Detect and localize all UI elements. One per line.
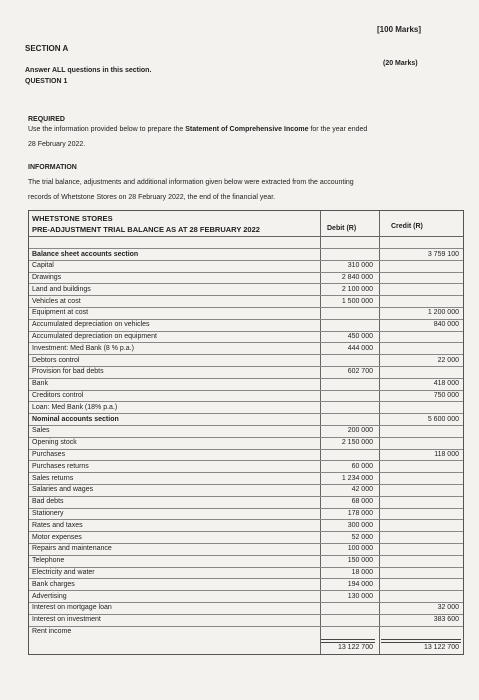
- table-row: [29, 484, 463, 496]
- table-title: PRE-ADJUSTMENT TRIAL BALANCE AS AT 28 FEBRUARY 2022: [32, 225, 260, 234]
- row-debit: 194 000: [347, 580, 373, 588]
- row-debit: 444 000: [347, 344, 373, 352]
- row-credit: 383 600: [433, 616, 459, 624]
- row-credit: 1 200 000: [427, 309, 459, 317]
- table-row: [29, 425, 463, 437]
- row-label: Debtors control: [32, 356, 80, 364]
- row-label: Sales: [32, 427, 50, 435]
- header-divider: [29, 236, 463, 237]
- row-label: Sales returns: [32, 474, 74, 482]
- row-debit: 1 234 000: [341, 474, 373, 482]
- table-row: [29, 390, 463, 402]
- table-row: [29, 555, 463, 567]
- row-credit: 32 000: [437, 604, 459, 612]
- row-label: Interest on mortgage loan: [32, 604, 112, 612]
- table-row: [29, 272, 463, 284]
- table-row: [29, 295, 463, 307]
- debit-header: Debit (R): [327, 225, 357, 232]
- table-row: [29, 413, 463, 425]
- row-label: Bank: [32, 380, 48, 388]
- row-label: Electricity and water: [32, 569, 95, 577]
- row-label: Motor expenses: [32, 533, 82, 541]
- row-label: Interest on investment: [32, 616, 101, 624]
- instruction-text: Answer ALL questions in this section.: [25, 67, 152, 74]
- table-row: [29, 319, 463, 331]
- row-label: Investment: Med Bank (8 % p.a.): [32, 344, 134, 352]
- row-debit: 68 000: [351, 498, 373, 506]
- table-row: [29, 496, 463, 508]
- table-row: [29, 614, 463, 626]
- row-label: Capital: [32, 262, 54, 270]
- row-label: Accumulated depreciation on equipment: [32, 333, 157, 341]
- credit-total-rule: [381, 639, 461, 643]
- table-row: [29, 378, 463, 390]
- row-label: Purchases returns: [32, 462, 89, 470]
- table-row: [29, 260, 463, 272]
- table-row: [29, 460, 463, 472]
- table-row: [29, 331, 463, 343]
- table-row: [29, 531, 463, 543]
- table-row: [29, 401, 463, 413]
- information-text-line2: records of Whetstone Stores on 28 February 2022, the end of the financial year.: [28, 194, 276, 201]
- required-heading: REQUIRED: [28, 116, 65, 123]
- row-label: Salaries and wages: [32, 486, 94, 494]
- row-label: Balance sheet accounts section: [32, 250, 139, 258]
- row-label: Bad debts: [32, 498, 64, 506]
- information-text-line1: The trial balance, adjustments and additional information given below were extracted from the accounting: [28, 179, 354, 186]
- row-label: Equipment at cost: [32, 309, 89, 317]
- required-statement-name: Statement of Comprehensive Income: [185, 126, 309, 133]
- row-label: Advertising: [32, 592, 67, 600]
- row-debit: 60 000: [351, 462, 373, 470]
- table-row: [29, 543, 463, 555]
- row-label: Purchases: [32, 451, 66, 459]
- row-debit: 2 840 000: [341, 274, 373, 282]
- table-row: [29, 602, 463, 614]
- information-heading: INFORMATION: [28, 164, 77, 171]
- total-marks: [100 Marks]: [377, 25, 422, 34]
- table-row: [29, 354, 463, 366]
- row-debit: 130 000: [347, 592, 373, 600]
- table-row: [29, 248, 463, 260]
- row-label: Rent income: [32, 628, 72, 635]
- section-title: SECTION A: [25, 44, 69, 53]
- row-credit: 22 000: [437, 356, 459, 364]
- row-label: Repairs and maintenance: [32, 545, 112, 553]
- table-row: [29, 449, 463, 461]
- table-row: [29, 508, 463, 520]
- row-debit: 52 000: [351, 533, 373, 541]
- row-label: Land and buildings: [32, 285, 91, 293]
- row-debit: 2 150 000: [341, 439, 373, 447]
- row-label: Provision for bad debts: [32, 368, 104, 376]
- row-debit: 310 000: [347, 262, 373, 270]
- totals-row: [29, 642, 463, 654]
- question-title: QUESTION 1: [25, 78, 68, 85]
- row-debit: 300 000: [347, 521, 373, 529]
- table-row: [29, 626, 463, 638]
- row-label: Loan: Med Bank (18% p.a.): [32, 403, 118, 411]
- row-credit: 5 600 000: [427, 415, 459, 423]
- row-debit: 18 000: [351, 569, 373, 577]
- row-debit: 450 000: [347, 333, 373, 341]
- required-text-line1: [28, 126, 367, 133]
- row-label: Creditors control: [32, 392, 84, 400]
- table-rows: [29, 248, 463, 637]
- row-credit: 750 000: [433, 392, 459, 400]
- row-credit: 840 000: [433, 321, 459, 329]
- table-row: [29, 366, 463, 378]
- row-credit: 3 759 100: [427, 250, 459, 258]
- required-text-part: for the year ended: [308, 126, 368, 133]
- total-debit: 13 122 700: [337, 644, 373, 651]
- table-company-name: WHETSTONE STORES: [32, 214, 113, 223]
- row-debit: 42 000: [351, 486, 373, 494]
- table-row: [29, 519, 463, 531]
- required-text-part: Use the information provided below to prepare the: [28, 126, 186, 133]
- table-row: [29, 437, 463, 449]
- row-debit: 178 000: [347, 510, 373, 518]
- table-row: [29, 283, 463, 295]
- table-row: [29, 307, 463, 319]
- credit-header: Credit (R): [391, 223, 423, 230]
- row-label: Vehicles at cost: [32, 297, 81, 305]
- row-debit: 602 700: [347, 368, 373, 376]
- row-debit: 1 500 000: [341, 297, 373, 305]
- row-debit: 2 100 000: [341, 285, 373, 293]
- trial-balance-table: [28, 210, 464, 655]
- row-label: Opening stock: [32, 439, 77, 447]
- table-row: [29, 578, 463, 590]
- row-debit: 200 000: [347, 427, 373, 435]
- debit-total-rule: [321, 639, 375, 643]
- row-label: Bank charges: [32, 580, 75, 588]
- table-row: [29, 342, 463, 354]
- row-credit: 118 000: [434, 451, 459, 459]
- row-label: Nominal accounts section: [32, 415, 119, 423]
- row-label: Drawings: [32, 274, 62, 282]
- table-row: [29, 567, 463, 579]
- row-debit: 100 000: [347, 545, 373, 553]
- table-row: [29, 472, 463, 484]
- row-debit: 150 000: [347, 557, 373, 565]
- row-label: Telephone: [32, 557, 65, 565]
- question-marks: (20 Marks): [383, 60, 418, 67]
- row-credit: 418 000: [433, 380, 459, 388]
- required-text-line2: 28 February 2022.: [28, 141, 86, 148]
- row-label: Rates and taxes: [32, 521, 83, 529]
- total-credit: 13 122 700: [423, 644, 459, 651]
- table-row: [29, 590, 463, 602]
- row-label: Stationery: [32, 510, 64, 518]
- row-label: Accumulated depreciation on vehicles: [32, 321, 150, 329]
